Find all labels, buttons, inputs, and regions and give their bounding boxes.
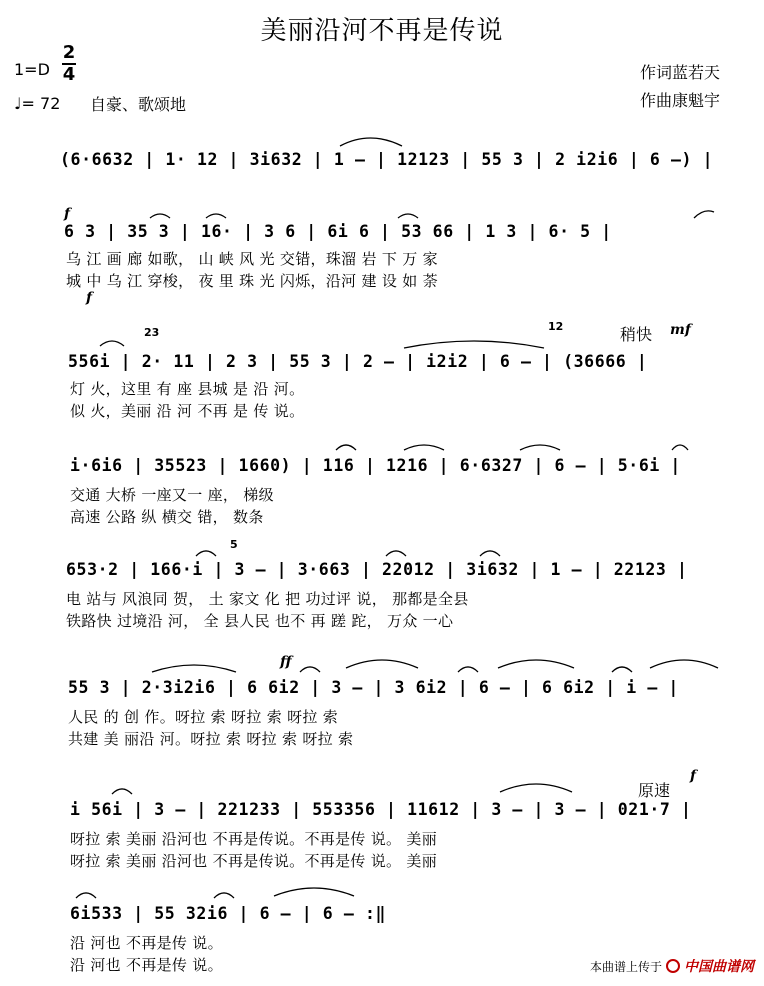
score-system-7: i 56i | 3 – | 221233 | 553356 | 11612 | 3 – | 3 – | 021·7 | xyxy=(70,800,692,819)
grace-notes-12: 12 xyxy=(548,320,564,333)
expression-text: 自豪、歌颂地 xyxy=(90,95,187,114)
score-system-2: 6 3 | 35 3 | 16· | 3 6 | 6i 6 | 53 66 | 1 3 | 6· 5 | xyxy=(64,222,612,241)
slur-mark xyxy=(404,445,444,450)
lyric-line-4-2: 高速 公路 纵 横交 错， 数条 xyxy=(70,508,264,526)
dynamic-forte-2: f xyxy=(86,290,93,306)
dynamic-forte: f xyxy=(64,206,71,222)
dynamic-fortissimo: ff xyxy=(280,654,292,670)
slur-mark xyxy=(480,551,500,556)
score-system-1: (6·6632 | 1· 12 | 3i632 | 1 – | 12123 | 55 3 | 2 i2i6 | 6 –) | xyxy=(60,150,714,169)
score-system-4: i·6i6 | 35523 | 1660) | 116 | 1216 | 6·6327 | 6 – | 5·6i | xyxy=(70,456,681,475)
slur-mark xyxy=(694,211,714,218)
lyric-line-7-1: 呀拉 索 美丽 沿河也 不再是传说。不再是传 说。 美丽 xyxy=(70,830,438,848)
lyric-line-3-1: 灯 火，这里 有 座 县城 是 沿 河。 xyxy=(70,380,305,398)
slur-mark xyxy=(458,667,478,672)
lyric-line-5-1: 电 站与 风浪同 贺， 土 家文 化 把 功过评 说， 那都是全县 xyxy=(66,590,469,608)
slur-mark xyxy=(76,893,96,898)
slur-mark xyxy=(274,888,354,896)
slur-mark xyxy=(386,551,406,556)
quarter-note-icon: ♩ xyxy=(14,94,22,113)
lyric-line-5-2: 铁路快 过境沿 河， 全 县人民 也不 再 蹉 跎， 万众 一心 xyxy=(66,612,454,630)
slur-mark xyxy=(300,667,320,672)
page-title: 美丽沿河不再是传说 xyxy=(260,16,504,46)
key-signature: 1=D xyxy=(14,60,50,79)
lyric-line-6-1: 人民 的 创 作。呀拉 索 呀拉 索 呀拉 索 xyxy=(68,708,339,726)
lyric-line-2-1: 乌 江 画 廊 如歌， 山 峡 风 光 交错，珠溜 岩 下 万 家 xyxy=(66,250,438,268)
tempo-faster: 稍快 xyxy=(620,325,653,344)
composer: 作曲康魁宇 xyxy=(639,91,720,110)
score-system-8: 6i533 | 55 32i6 | 6 – | 6 – :‖ xyxy=(70,904,387,923)
footer-credit xyxy=(590,956,754,976)
lyric-line-3-2: 似 火，美丽 沿 河 不再 是 传 说。 xyxy=(70,402,305,420)
slur-mark xyxy=(100,341,124,346)
lyric-line-4-1: 交通 大桥 一座又一 座， 梯级 xyxy=(70,486,274,504)
slur-mark xyxy=(612,667,632,672)
slur-mark xyxy=(214,893,234,898)
lyric-line-2-2: 城 中 乌 江 穿梭， 夜 里 珠 光 闪烁，沿河 建 设 如 荼 xyxy=(66,272,438,290)
lyricist: 作词蓝若天 xyxy=(639,63,720,82)
grace-notes-23: 23 xyxy=(144,326,160,339)
slur-mark xyxy=(404,341,544,348)
slur-mark xyxy=(672,445,688,450)
slur-mark xyxy=(336,445,356,450)
tempo-value: = 72 xyxy=(21,94,61,113)
slur-mark xyxy=(206,214,226,218)
dynamic-mezzo-forte: mf xyxy=(670,322,691,338)
site-logo-icon xyxy=(666,959,680,973)
slur-mark xyxy=(150,214,170,218)
score-system-3: 556i | 2· 11 | 2 3 | 55 3 | 2 – | i2i2 | 6 – | (36666 | xyxy=(68,352,648,371)
slur-mark xyxy=(500,784,572,792)
lyric-line-6-2: 共建 美 丽沿 河。呀拉 索 呀拉 索 呀拉 索 xyxy=(68,730,354,748)
time-denominator: 4 xyxy=(62,64,76,85)
slur-mark xyxy=(340,138,402,146)
slur-mark xyxy=(152,665,236,672)
slur-mark xyxy=(498,660,574,668)
lyric-line-8-2: 沿 河也 不再是传 说。 xyxy=(70,956,223,974)
slur-mark xyxy=(520,445,560,450)
dynamic-forte-3: f xyxy=(690,768,697,784)
lyric-line-8-1: 沿 河也 不再是传 说。 xyxy=(70,934,223,952)
grace-note-5: 5 xyxy=(230,538,238,551)
slur-mark xyxy=(398,214,418,218)
slur-mark xyxy=(112,789,132,794)
time-numerator: 2 xyxy=(62,42,76,63)
slur-mark xyxy=(650,660,718,668)
slur-mark xyxy=(196,551,216,556)
lyric-line-7-2: 呀拉 索 美丽 沿河也 不再是传说。不再是传 说。 美丽 xyxy=(70,852,438,870)
tempo-original: 原速 xyxy=(638,781,671,800)
slur-mark xyxy=(346,660,418,668)
footer-upload-text: 本曲谱上传于 xyxy=(589,959,662,974)
score-system-5: 653·2 | 166·i | 3 – | 3·663 | 22012 | 3i632 | 1 – | 22123 | xyxy=(66,560,688,579)
score-system-6: 55 3 | 2·3i2i6 | 6 6i2 | 3 – | 3 6i2 | 6 – | 6 6i2 | i – | xyxy=(68,678,679,697)
site-name-link[interactable]: 中国曲谱网 xyxy=(684,959,754,975)
